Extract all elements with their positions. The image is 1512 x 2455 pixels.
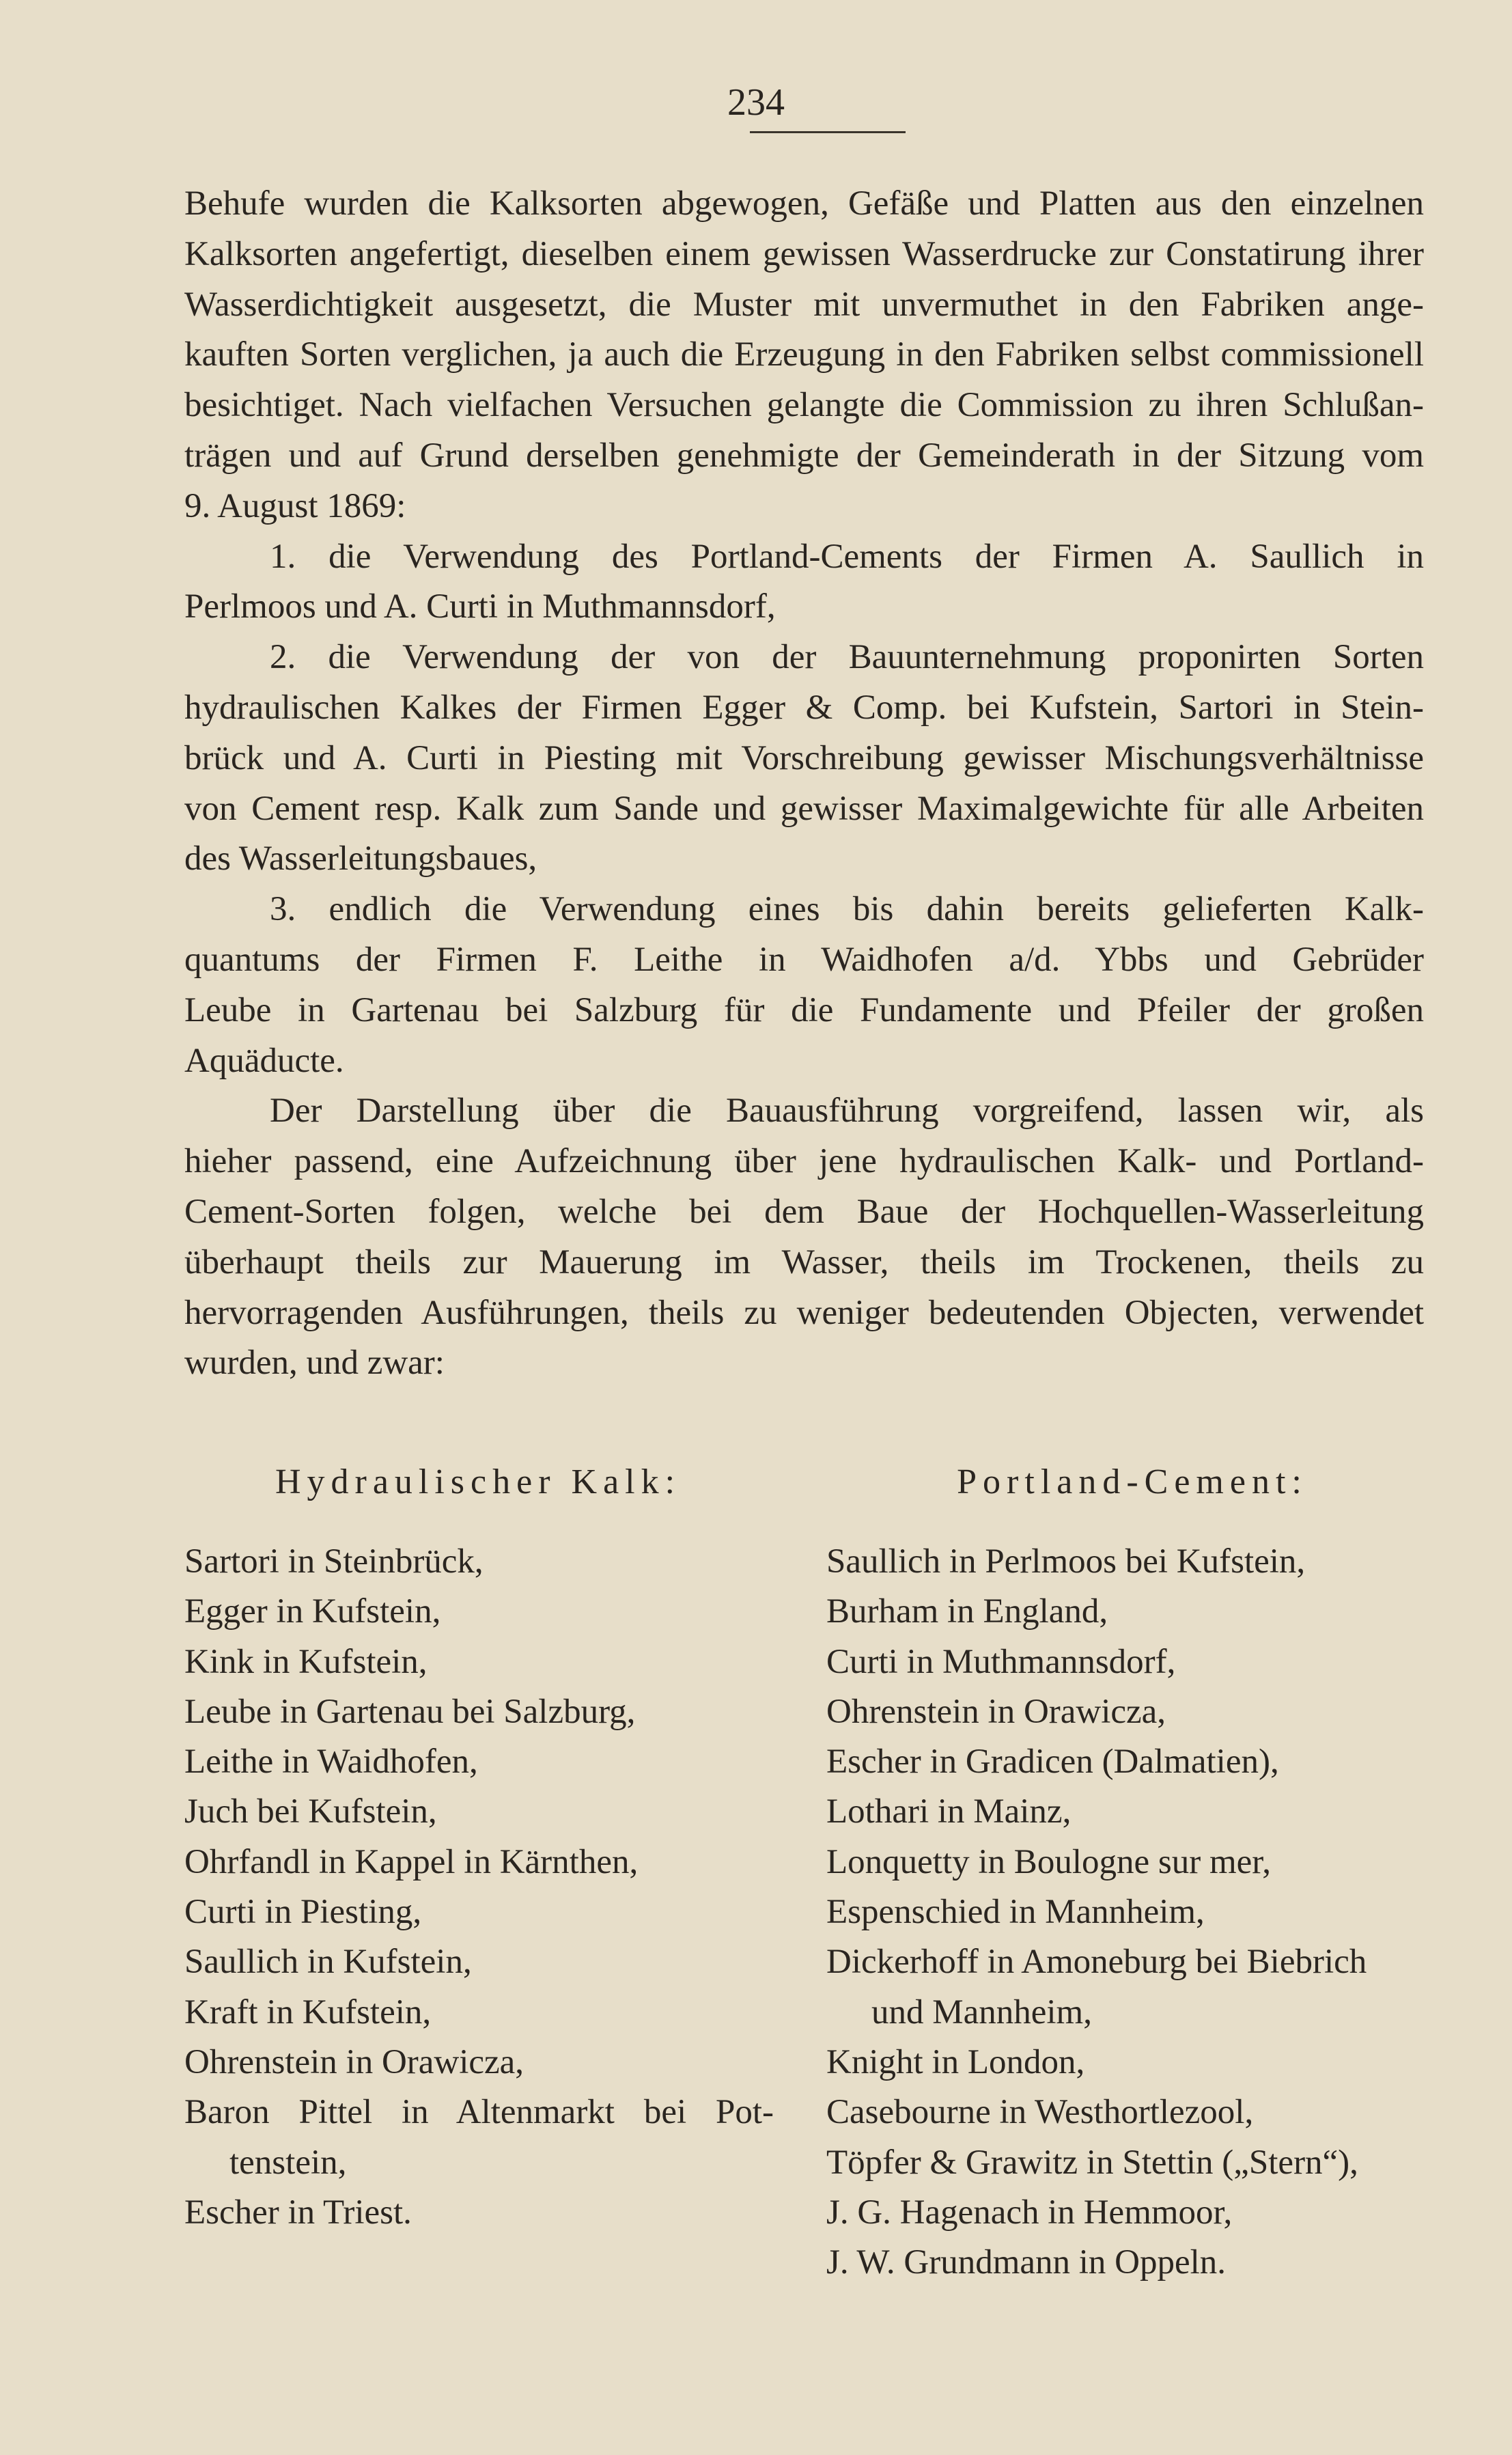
text-line: Kalksorten angefertigt, dieselben einem gewissen Wasserdrucke zur Constatirung ihrer <box>184 234 1424 273</box>
text-line: besichtiget. Nach vielfachen Versuchen gelangte die Commission zu ihren Schlußan- <box>184 386 1424 425</box>
text-line: überhaupt theils zur Mauerung im Wasser, theils im Trockenen, theils zu <box>184 1243 1424 1281</box>
list-item: Saullich in Kufstein, <box>184 1943 472 1982</box>
list-item: Burham in England, <box>826 1592 1108 1631</box>
list-item: tenstein, <box>229 2143 347 2182</box>
list-item: Baron Pittel in Altenmarkt bei Pot- <box>184 2093 774 2132</box>
text-line: brück und A. Curti in Piesting mit Vorschreibung gewisser Mischungsverhältnisse <box>184 738 1424 777</box>
text-line: kauften Sorten verglichen, ja auch die Erzeugung in den Fabriken selbst commissionell <box>184 335 1424 374</box>
text-line: hervorragenden Ausführungen, theils zu weniger bedeutenden Objecten, verwendet <box>184 1293 1424 1332</box>
text-line: Perlmoos und A. Curti in Muthmannsdorf, <box>184 587 776 626</box>
list-item: Leube in Gartenau bei Salzburg, <box>184 1692 636 1731</box>
list-item: Escher in Gradicen (Dalmatien), <box>826 1743 1279 1781</box>
list-item: J. W. Grundmann in Oppeln. <box>826 2243 1227 2282</box>
list-item: Espenschied in Mannheim, <box>826 1893 1205 1932</box>
column-heading-hydraulic-lime: Hydraulischer Kalk: <box>275 1462 682 1501</box>
list-item: Sartori in Steinbrück, <box>184 1542 484 1581</box>
text-line: Behufe wurden die Kalksorten abgewogen, Gefäße und Platten aus den einzelnen <box>184 184 1424 223</box>
list-item: und Mannheim, <box>871 1993 1092 2031</box>
text-line: Aquäducte. <box>184 1041 344 1080</box>
text-line: trägen und auf Grund derselben genehmigte der Gemeinderath in der Sitzung vom <box>184 436 1424 475</box>
page-number-rule <box>750 131 906 133</box>
list-item: Saullich in Perlmoos bei Kufstein, <box>826 1542 1306 1581</box>
text-line: hieher passend, eine Aufzeichnung über jene hydraulischen Kalk- und Portland- <box>184 1142 1424 1181</box>
list-item: Curti in Piesting, <box>184 1893 422 1932</box>
text-line: Der Darstellung über die Bauausführung vorgreifend, lassen wir, als <box>270 1092 1424 1131</box>
text-line: von Cement resp. Kalk zum Sande und gewisser Maximalgewichte für alle Arbeiten <box>184 789 1424 828</box>
text-line: Cement-Sorten folgen, welche bei dem Baue der Hochquellen-Wasserleitung <box>184 1192 1424 1231</box>
list-item: Juch bei Kufstein, <box>184 1792 437 1831</box>
text-line: des Wasserleitungsbaues, <box>184 840 537 878</box>
list-item: Ohrenstein in Orawicza, <box>184 2042 524 2081</box>
list-item: Leithe in Waidhofen, <box>184 1743 478 1781</box>
list-item: Töpfer & Grawitz in Stettin („Stern“), <box>826 2143 1358 2182</box>
text-line: 1. die Verwendung des Portland-Cements der Firmen A. Saullich in <box>270 537 1424 576</box>
column-heading-portland-cement: Portland-Cement: <box>957 1462 1308 1501</box>
list-item: J. G. Hagenach in Hemmoor, <box>826 2193 1233 2232</box>
body-text <box>184 179 1424 1389</box>
text-line: wurden, und zwar: <box>184 1344 445 1383</box>
list-item: Ohrfandl in Kappel in Kärnthen, <box>184 1842 639 1881</box>
list-item: Egger in Kufstein, <box>184 1592 441 1631</box>
list-portland-cement <box>826 1537 1424 2288</box>
text-line: Leube in Gartenau bei Salzburg für die Fundamente und Pfeiler der großen <box>184 990 1424 1029</box>
list-item: Lothari in Mainz, <box>826 1792 1072 1831</box>
list-item: Knight in London, <box>826 2042 1085 2081</box>
text-line: Wasserdichtigkeit ausgesetzt, die Muster mit unvermuthet in den Fabriken ange- <box>184 285 1424 324</box>
list-item: Casebourne in Westhortlezool, <box>826 2093 1254 2132</box>
list-item: Lonquetty in Boulogne sur mer, <box>826 1842 1271 1881</box>
list-item: Kraft in Kufstein, <box>184 1993 432 2031</box>
text-line: 9. August 1869: <box>184 486 406 525</box>
list-item: Dickerhoff in Amoneburg bei Biebrich <box>826 1943 1367 1982</box>
list-item: Escher in Triest. <box>184 2193 412 2232</box>
text-line: hydraulischen Kalkes der Firmen Egger & Comp. bei Kufstein, Sartori in Stein- <box>184 688 1424 727</box>
page-number: 234 <box>727 81 785 124</box>
list-item: Kink in Kufstein, <box>184 1642 428 1681</box>
text-line: 3. endlich die Verwendung eines bis dahin bereits gelieferten Kalk- <box>270 890 1424 929</box>
text-line: 2. die Verwendung der von der Bauunternehmung proponirten Sorten <box>270 638 1424 677</box>
text-line: quantums der Firmen F. Leithe in Waidhofen a/d. Ybbs und Gebrüder <box>184 940 1424 979</box>
list-item: Ohrenstein in Orawicza, <box>826 1692 1166 1731</box>
list-hydraulic-lime <box>184 1537 774 2238</box>
list-item: Curti in Muthmannsdorf, <box>826 1642 1176 1681</box>
